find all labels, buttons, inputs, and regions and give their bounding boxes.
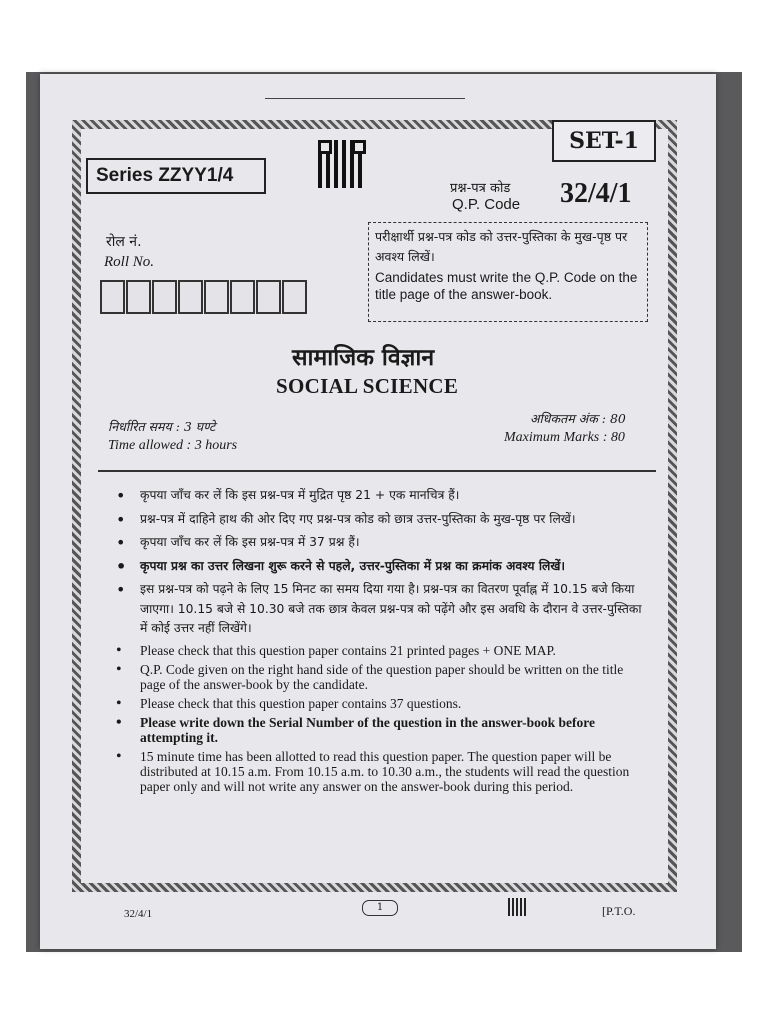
- subject-title-hindi: सामाजिक विज्ञान: [292, 345, 435, 371]
- instruction-english-item: • Please check that this question paper contains 21 printed pages + ONE MAP.: [112, 643, 642, 658]
- notice-hindi: परीक्षार्थी प्रश्न-पत्र कोड को उत्तर-पुस्तिका के मुख-पृष्ठ पर अवश्य लिखें।: [375, 229, 628, 264]
- qp-code-label-english: Q.P. Code: [452, 196, 521, 213]
- max-marks-english: Maximum Marks : 80: [504, 430, 625, 445]
- time-allowed-hindi: निर्धारित समय : 3 घण्टे: [108, 419, 216, 434]
- page-number: 1: [362, 900, 398, 916]
- instruction-hindi-item: • इस प्रश्न-पत्र को पढ़ने के लिए 15 मिनट का समय दिया गया है। प्रश्न-पत्र का वितरण पूर्वाह्न में 10.15 बजे किया जाएगा। 10.15 बजे से 10.30 बजे तक छात्र केवल प्रश्न-पत्र को पढ़ेंगे और इस अवधि के दौरान वे उत्तर-पुस्तिका में कोई उत्तर नहीं लिखेंगे।: [112, 580, 642, 639]
- please-turn-over: [P.T.O.: [602, 904, 636, 918]
- instruction-hindi-item: • कृपया जाँच कर लें कि इस प्रश्न-पत्र में 37 प्रश्न हैं।: [112, 533, 642, 553]
- max-marks-hindi: अधिकतम अंक : 80: [530, 411, 626, 426]
- section-divider: [98, 470, 656, 472]
- roll-no-cell[interactable]: [204, 280, 229, 314]
- instructions: [112, 486, 642, 798]
- qr-code-icon: [318, 140, 366, 188]
- roll-no-cell[interactable]: [178, 280, 203, 314]
- footer-qr-icon: [508, 898, 526, 916]
- roll-no-cell[interactable]: [256, 280, 281, 314]
- instructions-english-list: [112, 643, 642, 794]
- roll-no-cell[interactable]: [282, 280, 307, 314]
- instruction-english-item: • Q.P. Code given on the right hand side of the question paper should be written on the title page of the answer-book by the candidate.: [112, 662, 642, 692]
- instruction-english-item: • Please write down the Serial Number of the question in the answer-book before attempting it.: [112, 715, 642, 745]
- qp-code-notice-box: [368, 222, 648, 322]
- subject-title-english: SOCIAL SCIENCE: [276, 374, 459, 398]
- roll-no-boxes: [100, 280, 308, 314]
- top-rule: [265, 98, 465, 99]
- instructions-hindi-list: [112, 486, 642, 639]
- roll-no-cell[interactable]: [152, 280, 177, 314]
- notice-english: Candidates must write the Q.P. Code on the title page of the answer-book.: [375, 270, 638, 302]
- roll-no-label-english: Roll No.: [104, 254, 155, 270]
- roll-no-cell[interactable]: [126, 280, 151, 314]
- instruction-hindi-item: • कृपया जाँच कर लें कि इस प्रश्न-पत्र में मुद्रित पृष्ठ 21 + एक मानचित्र हैं।: [112, 486, 642, 506]
- time-allowed-english: Time allowed : 3 hours: [108, 438, 238, 453]
- instruction-english-item: • 15 minute time has been allotted to read this question paper. The question paper will be distributed at 10.15 a.m. From 10.15 a.m. to 10.30 a.m., the students will read the question paper only and will not write any answer on the answer-book during this period.: [112, 749, 642, 794]
- series-label: Series ZZYY1/4: [86, 158, 266, 194]
- qp-code-value: 32/4/1: [560, 178, 632, 209]
- footer-qp-code: 32/4/1: [124, 908, 153, 920]
- instruction-english-item: • Please check that this question paper contains 37 questions.: [112, 696, 642, 711]
- qp-code-label-hindi: प्रश्न-पत्र कोड: [450, 181, 511, 196]
- roll-no-cell[interactable]: [100, 280, 125, 314]
- instruction-hindi-item: • प्रश्न-पत्र में दाहिने हाथ की ओर दिए गए प्रश्न-पत्र कोड को छात्र उत्तर-पुस्तिका के मुख-पृष्ठ पर लिखें।: [112, 510, 642, 530]
- roll-no-cell[interactable]: [230, 280, 255, 314]
- roll-no-label-hindi: रोल नं.: [106, 234, 142, 250]
- set-badge: SET-1: [552, 120, 656, 162]
- instruction-hindi-item: • कृपया प्रश्न का उत्तर लिखना शुरू करने से पहले, उत्तर-पुस्तिका में प्रश्न का क्रमांक अवश्य लिखें।: [112, 557, 642, 577]
